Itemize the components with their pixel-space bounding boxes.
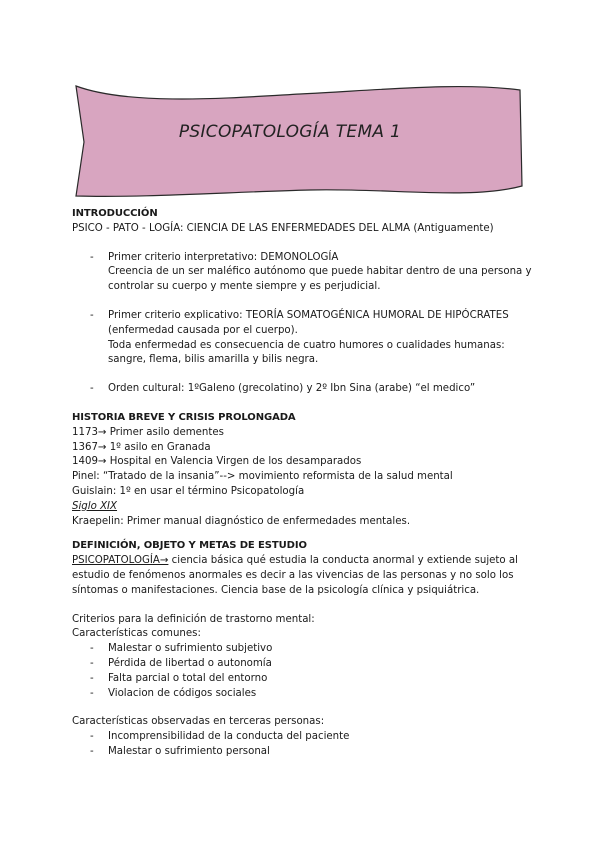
dash-bullet: -	[90, 687, 94, 699]
history-line: Pinel: “Tratado de la insania”--> movimiento reformista de la salud mental	[72, 471, 453, 483]
definition-heading: DEFINICIÓN, OBJETO Y METAS DE ESTUDIO	[72, 540, 307, 552]
history-line: 1173→ Primer asilo dementes	[72, 426, 224, 438]
list-item: - Orden cultural: 1ºGaleno (grecolatino) y 2º Ibn Sina (arabe) “el medico”	[72, 382, 542, 397]
list-item: - Malestar o sufrimiento personal	[72, 745, 542, 760]
intro-list	[72, 251, 542, 397]
definition-line: estudio de fenómenos anormales es decir a las vivencias de las personas y no solo los	[72, 569, 514, 581]
dash-bullet: -	[90, 383, 94, 395]
list-item: - Pérdida de libertad o autonomía	[72, 657, 542, 672]
definition-term: PSICOPATOLOGÍA→	[72, 555, 169, 567]
history-line: 1367→ 1º asilo en Granada	[72, 441, 211, 453]
document-body	[72, 207, 542, 760]
third-list	[72, 730, 542, 760]
list-item: - Primer criterio interpretativo: DEMONOLOGÍA Creencia de un ser maléfico autónomo que puede habitar dentro de una persona y controlar su cuerpo y mente siempre y es perjudicial.	[90, 251, 532, 293]
common-list	[72, 642, 542, 701]
third-label: Características observadas en terceras personas:	[72, 716, 325, 728]
dash-bullet: -	[90, 745, 94, 757]
kraepelin-line: Kraepelin: Primer manual diagnóstico de enfermedades mentales.	[72, 515, 411, 527]
dash-bullet: -	[90, 251, 94, 263]
definition-line: síntomas o manifestaciones. Ciencia base de la psicología clínica y psiquiátrica.	[72, 584, 480, 596]
dash-bullet: -	[90, 672, 94, 684]
list-item: - Violacion de códigos sociales	[72, 687, 542, 702]
history-line: Guislain: 1º en usar el término Psicopatología	[72, 485, 305, 497]
intro-heading: INTRODUCCIÓN	[72, 208, 158, 219]
definition-line: PSICOPATOLOGÍA→ ciencia básica qué estudia la conducta anormal y extiende sujeto al	[72, 555, 518, 567]
history-line: 1409→ Hospital en Valencia Virgen de los desamparados	[72, 456, 362, 468]
criteria-intro: Criterios para la definición de trastorno mental:	[72, 613, 315, 625]
dash-bullet: -	[90, 309, 94, 321]
century-label: Siglo XIX	[72, 500, 118, 512]
dash-bullet: -	[90, 643, 94, 655]
list-item: - Incomprensibilidad de la conducta del paciente	[72, 730, 542, 745]
dash-bullet: -	[90, 657, 94, 669]
page-title: PSICOPATOLOGÍA TEMA 1	[178, 122, 402, 142]
list-item: - Malestar o sufrimiento subjetivo	[72, 642, 542, 657]
intro-definition: PSICO - PATO - LOGÍA: CIENCIA DE LAS ENFERMEDADES DEL ALMA (Antiguamente)	[72, 222, 494, 234]
common-label: Características comunes:	[72, 628, 201, 640]
dash-bullet: -	[90, 731, 94, 743]
list-item: - Primer criterio explicativo: TEORÍA SOMATOGÉNICA HUMORAL DE HIPÓCRATES (enfermedad causada por el cuerpo). Toda enfermedad es consecuencia de cuatro humores o cualidades humanas: sangre, flema, bilis amarilla y bilis negra.	[90, 309, 509, 366]
list-item: - Falta parcial o total del entorno	[72, 672, 542, 687]
history-heading: HISTORIA BREVE Y CRISIS PROLONGADA	[72, 411, 296, 423]
